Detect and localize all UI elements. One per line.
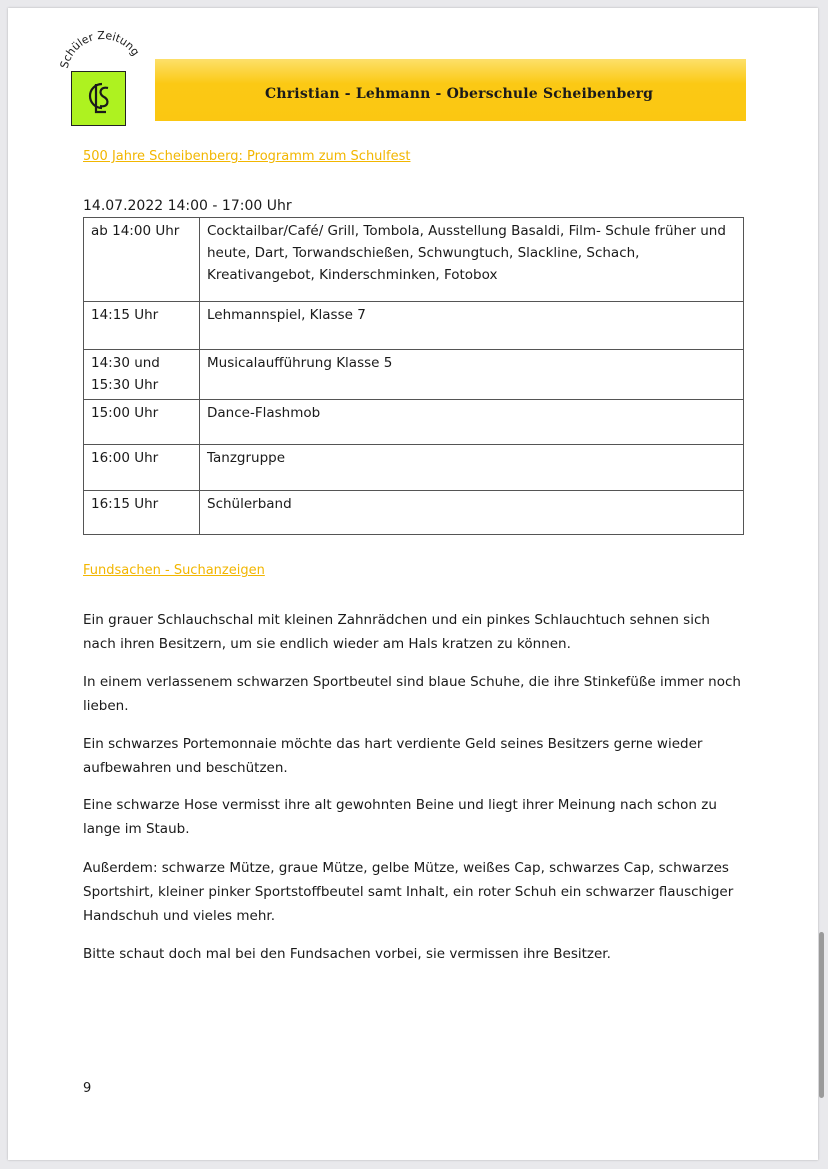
- time-cell: 16:15 Uhr: [84, 491, 200, 535]
- page-number: 9: [83, 1081, 92, 1096]
- event-cell: Lehmannspiel, Klasse 7: [200, 302, 744, 350]
- time-cell: 15:00 Uhr: [84, 400, 200, 445]
- table-row: [84, 350, 744, 400]
- table-row: [84, 400, 744, 445]
- svg-text:Schüler Zeitung: Schüler Zeitung: [57, 28, 143, 70]
- event-cell: Cocktailbar/Café/ Grill, Tombola, Ausstellung Basaldi, Film- Schule früher und heute, Dart, Torwandschießen, Schwungtuch, Slackline, Schach, Kreativangebot, Kinderschminken, Fotobox: [200, 218, 744, 302]
- vertical-scrollbar[interactable]: [819, 932, 824, 1098]
- document-page: [8, 8, 818, 1160]
- event-cell: Tanzgruppe: [200, 445, 744, 491]
- time-cell: ab 14:00 Uhr: [84, 218, 200, 302]
- lost-item-paragraph: Ein grauer Schlauchschal mit kleinen Zahnrädchen und ein pinkes Schlauchtuch sehnen sich nach ihren Besitzern, um sie endlich wieder am Hals kratzen zu können.: [83, 612, 710, 652]
- programme-table: [83, 217, 744, 535]
- cls-monogram-icon: [72, 72, 124, 124]
- table-row: [84, 445, 744, 491]
- event-cell: Dance-Flashmob: [200, 400, 744, 445]
- school-logo: [71, 71, 126, 126]
- lost-item-paragraph: Eine schwarze Hose vermisst ihre alt gewohnten Beine und liegt ihrer Meinung nach schon zu lange im Staub.: [83, 797, 717, 837]
- lost-item-paragraph: In einem verlassenem schwarzen Sportbeutel sind blaue Schuhe, die ihre Stinkefüße immer noch lieben.: [83, 674, 741, 714]
- event-cell: Schülerband: [200, 491, 744, 535]
- event-date: 14.07.2022 14:00 - 17:00 Uhr: [83, 198, 292, 214]
- table-row: [84, 491, 744, 535]
- lost-item-list: Außerdem: schwarze Mütze, graue Mütze, gelbe Mütze, weißes Cap, schwarzes Cap, schwarzes Sportshirt, kleiner pinker Sportstoffbeutel samt Inhalt, ein roter Schuh ein schwarzer flauschiger Handschuh und vieles mehr.: [83, 860, 734, 924]
- table-row: [84, 302, 744, 350]
- lost-found-heading[interactable]: Fundsachen - Suchanzeigen: [83, 563, 265, 578]
- closing-paragraph: Bitte schaut doch mal bei den Fundsachen vorbei, sie vermissen ihre Besitzer.: [83, 946, 611, 962]
- time-cell: 14:30 und 15:30 Uhr: [84, 350, 200, 400]
- header-banner: [155, 59, 746, 121]
- time-cell: 14:15 Uhr: [84, 302, 200, 350]
- lost-item-paragraph: Ein schwarzes Portemonnaie möchte das hart verdiente Geld seines Besitzers gerne wieder aufbewahren und beschützen.: [83, 736, 703, 776]
- school-name: Christian - Lehmann - Oberschule Scheibenberg: [265, 86, 654, 102]
- time-cell: 16:00 Uhr: [84, 445, 200, 491]
- table-row: [84, 218, 744, 302]
- programme-heading[interactable]: 500 Jahre Scheibenberg: Programm zum Schulfest: [83, 149, 411, 164]
- event-cell: Musicalaufführung Klasse 5: [200, 350, 744, 400]
